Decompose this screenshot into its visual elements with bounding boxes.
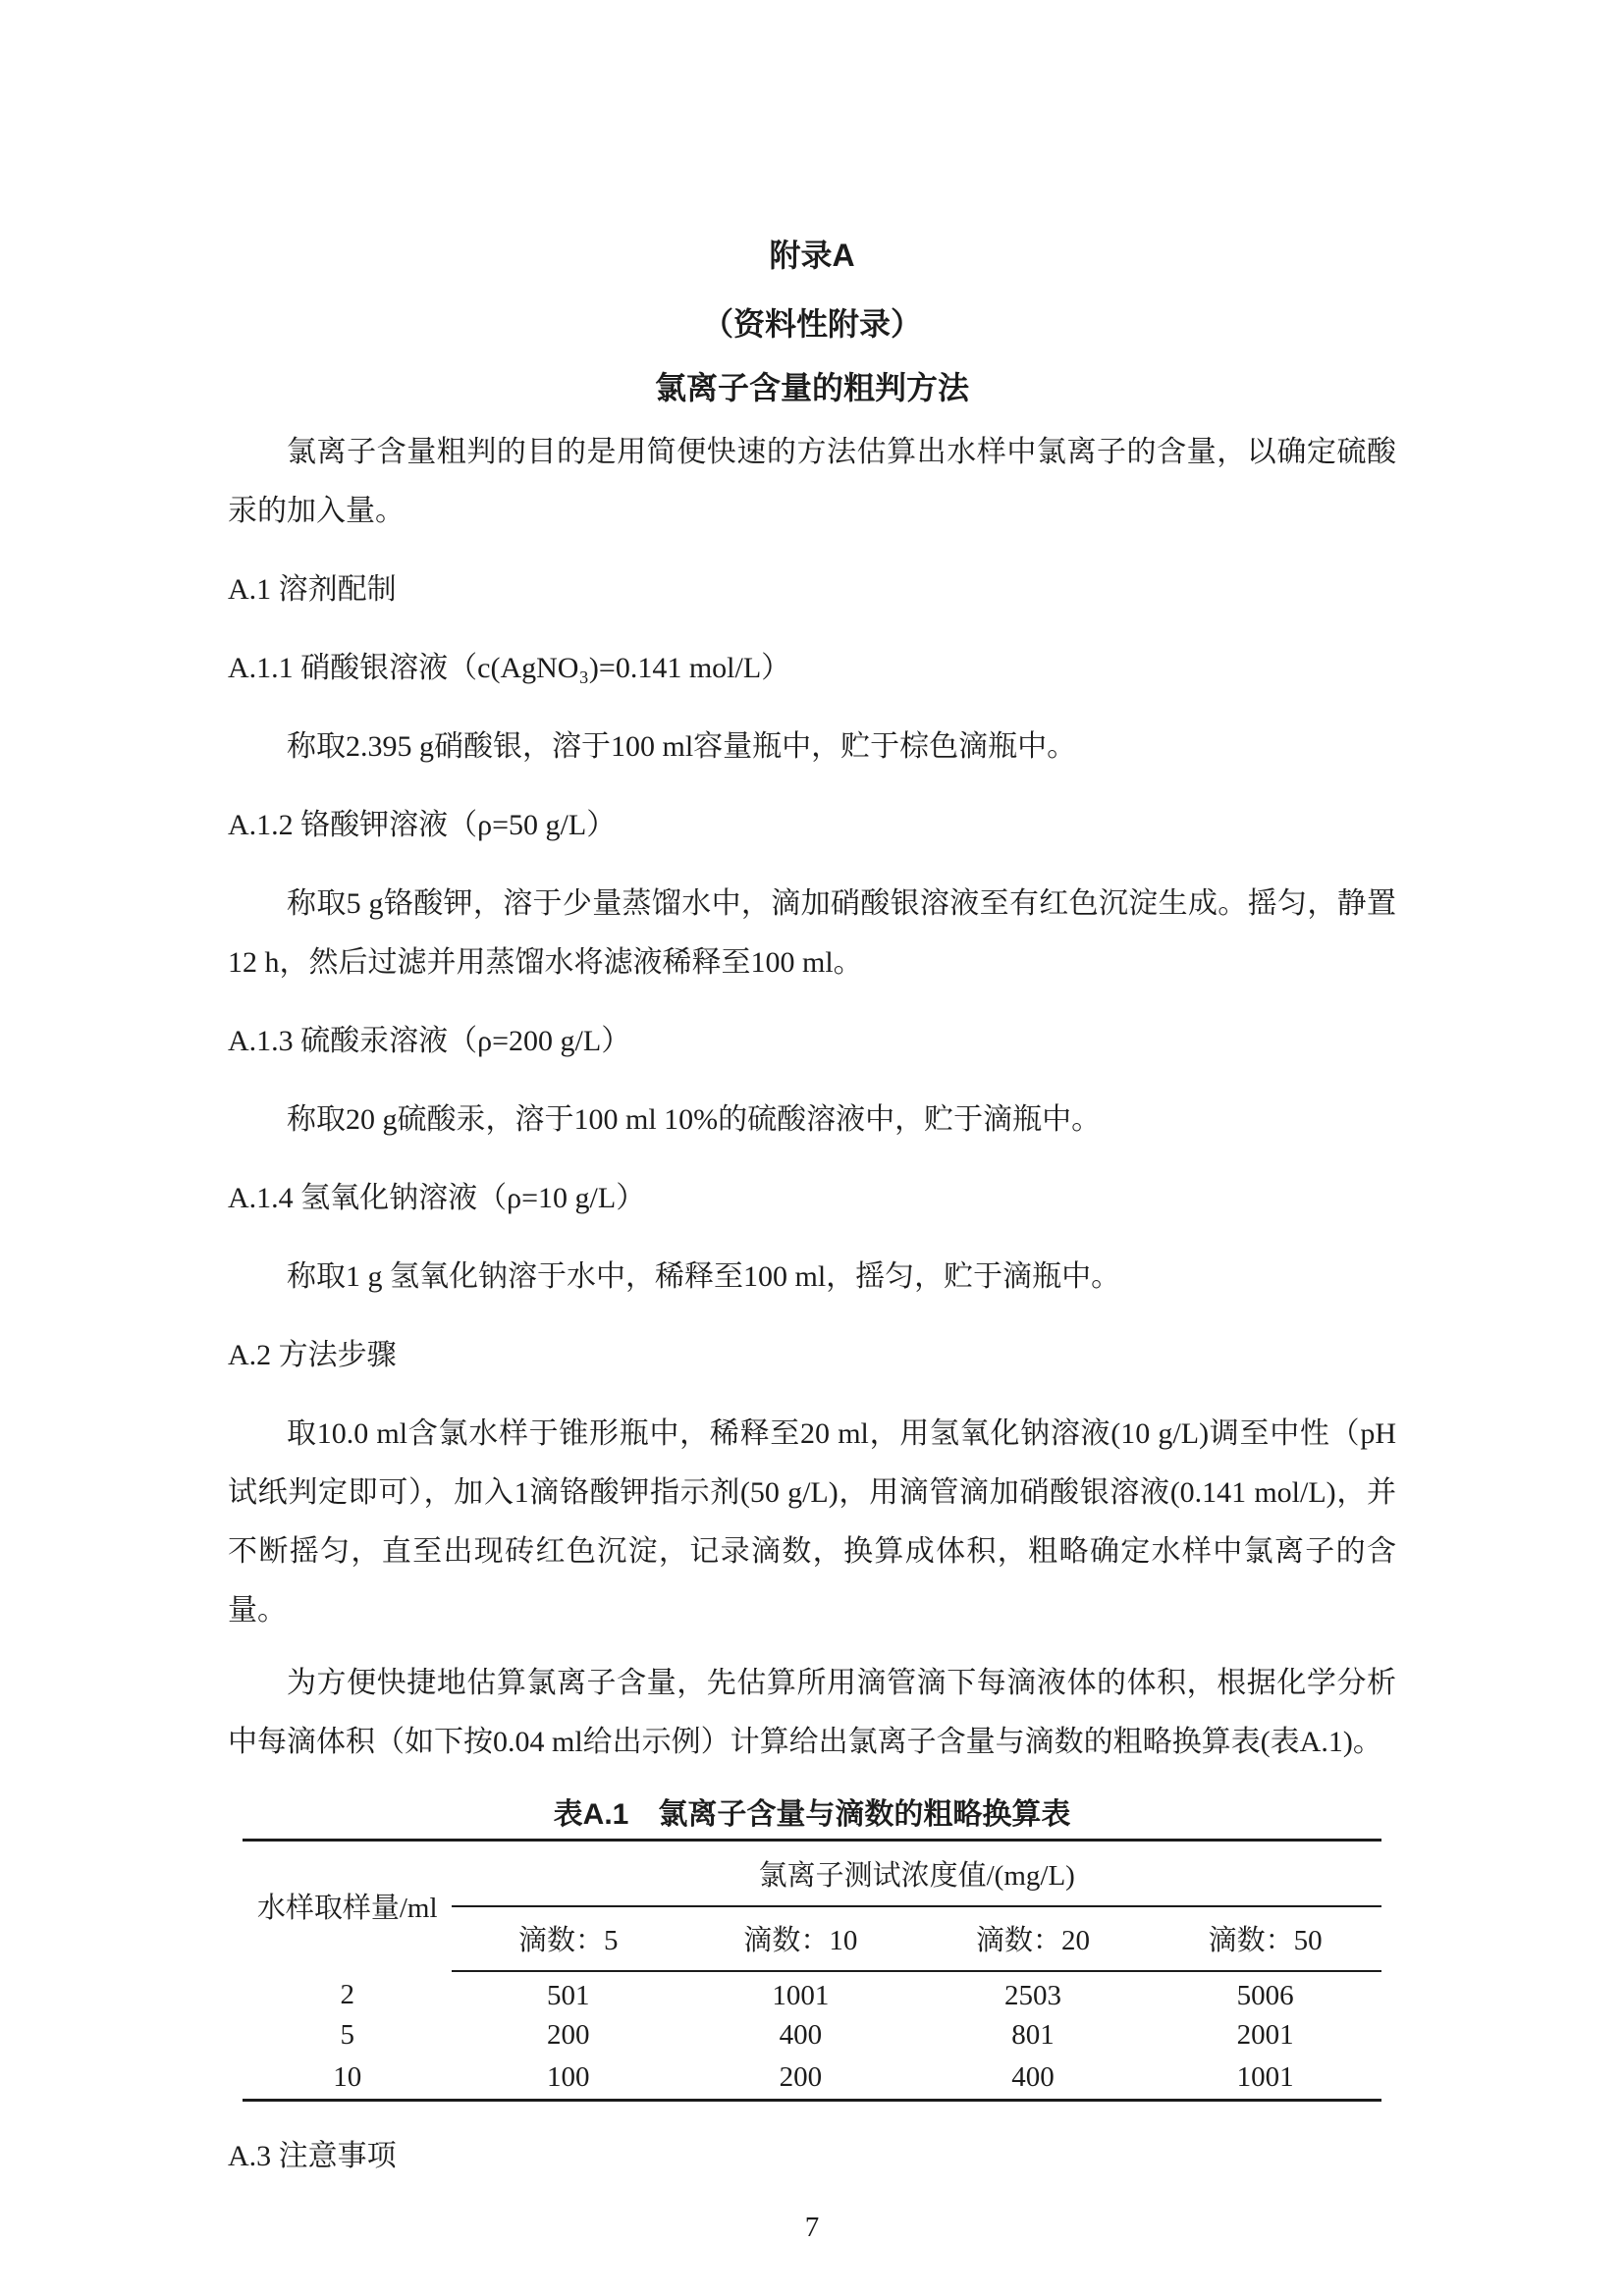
table-header-drops-20: 滴数：20: [917, 1906, 1150, 1971]
table-cell: 801: [1011, 2019, 1055, 2051]
clause-a1-3-heading: A.1.3 硫酸汞溶液（ρ=200 g/L）: [228, 1025, 631, 1057]
intro-paragraph: 氯离子含量粗判的目的是用简便快速的方法估算出水样中氯离子的含量，以确定硫酸汞的加入量。: [228, 436, 1396, 527]
appendix-heading: 附录A: [769, 238, 855, 273]
clause-a1-2-body: 称取5 g铬酸钾，溶于少量蒸馏水中，滴加硝酸银溶液至有红色沉淀生成。摇匀，静置12 h，然后过滤并用蒸馏水将滤液稀释至100 ml。: [228, 887, 1396, 979]
clause-a1-1-body: 称取2.395 g硝酸银，溶于100 ml容量瓶中，贮于棕色滴瓶中。: [287, 730, 1077, 763]
clause-a1-4-body: 称取1 g 氢氧化钠溶于水中，稀释至100 ml，摇匀，贮于滴瓶中。: [287, 1260, 1121, 1293]
page-number: 7: [804, 2212, 820, 2243]
appendix-title: 氯离子含量的粗判方法: [654, 370, 969, 405]
table-cell: 2503: [1004, 1979, 1061, 2011]
clause-a1-4-heading: A.1.4 氢氧化钠溶液（ρ=10 g/L）: [228, 1182, 646, 1214]
table-cell: 400: [1011, 2061, 1055, 2094]
table-cell: 2: [340, 1979, 354, 2010]
section-a2-paragraph-2: 为方便快捷地估算氯离子含量，先估算所用滴管滴下每滴液体的体积，根据化学分析中每滴体积（如下按0.04 ml给出示例）计算给出氯离子含量与滴数的粗略换算表(表A.1)。: [228, 1667, 1396, 1758]
table-header-concentration: 氯离子测试浓度值/(mg/L): [452, 1841, 1381, 1907]
table-cell: 501: [547, 1979, 590, 2011]
table-row: [243, 1971, 1381, 2014]
table-cell: 1001: [772, 1979, 830, 2011]
clause-a1-3-body: 称取20 g硫酸汞，溶于100 ml 10%的硫酸溶液中，贮于滴瓶中。: [287, 1103, 1102, 1136]
table-cell: 5006: [1236, 1979, 1294, 2011]
appendix-subheading: （资料性附录）: [701, 306, 922, 342]
table-a1: [243, 1839, 1381, 2102]
clause-a1-1-heading: A.1.1 硝酸银溶液（c(AgNO₃)=0.141 mol/L）: [228, 652, 791, 684]
clause-a1-2-heading: A.1.2 铬酸钾溶液（ρ=50 g/L）: [228, 809, 617, 841]
table-header-sample-volume: 水样取样量/ml: [256, 1893, 438, 1925]
table-header-drops-50: 滴数：50: [1149, 1906, 1381, 1971]
table-cell: 5: [340, 2019, 354, 2051]
table-cell: 400: [779, 2019, 823, 2051]
table-cell: 2001: [1236, 2019, 1294, 2051]
table-cell: 100: [547, 2061, 590, 2094]
section-a2-paragraph-1: 取10.0 ml含氯水样于锥形瓶中，稀释至20 ml，用氢氧化钠溶液(10 g/L)调至中性（pH试纸判定即可），加入1滴铬酸钾指示剂(50 g/L)，用滴管滴加硝酸银溶液(0.141 mol/L)，并不断摇匀，直至出现砖红色沉淀，记录滴数，换算成体积，粗略确定水样中氯离子的含量。: [228, 1417, 1396, 1627]
table-a1-caption: 表A.1 氯离子含量与滴数的粗略换算表: [553, 1798, 1071, 1831]
table-cell: 200: [547, 2019, 590, 2051]
table-cell: 200: [779, 2061, 823, 2094]
section-a1-heading: A.1 溶剂配制: [228, 573, 397, 606]
table-header-drops-5: 滴数：5: [452, 1906, 684, 1971]
table-header-drops-10: 滴数：10: [684, 1906, 917, 1971]
table-cell: 10: [333, 2061, 362, 2094]
section-a3-heading: A.3 注意事项: [228, 2140, 397, 2172]
table-row: [243, 2057, 1381, 2101]
table-cell: 1001: [1236, 2061, 1294, 2094]
section-a2-heading: A.2 方法步骤: [228, 1339, 397, 1371]
table-row: [243, 2014, 1381, 2057]
